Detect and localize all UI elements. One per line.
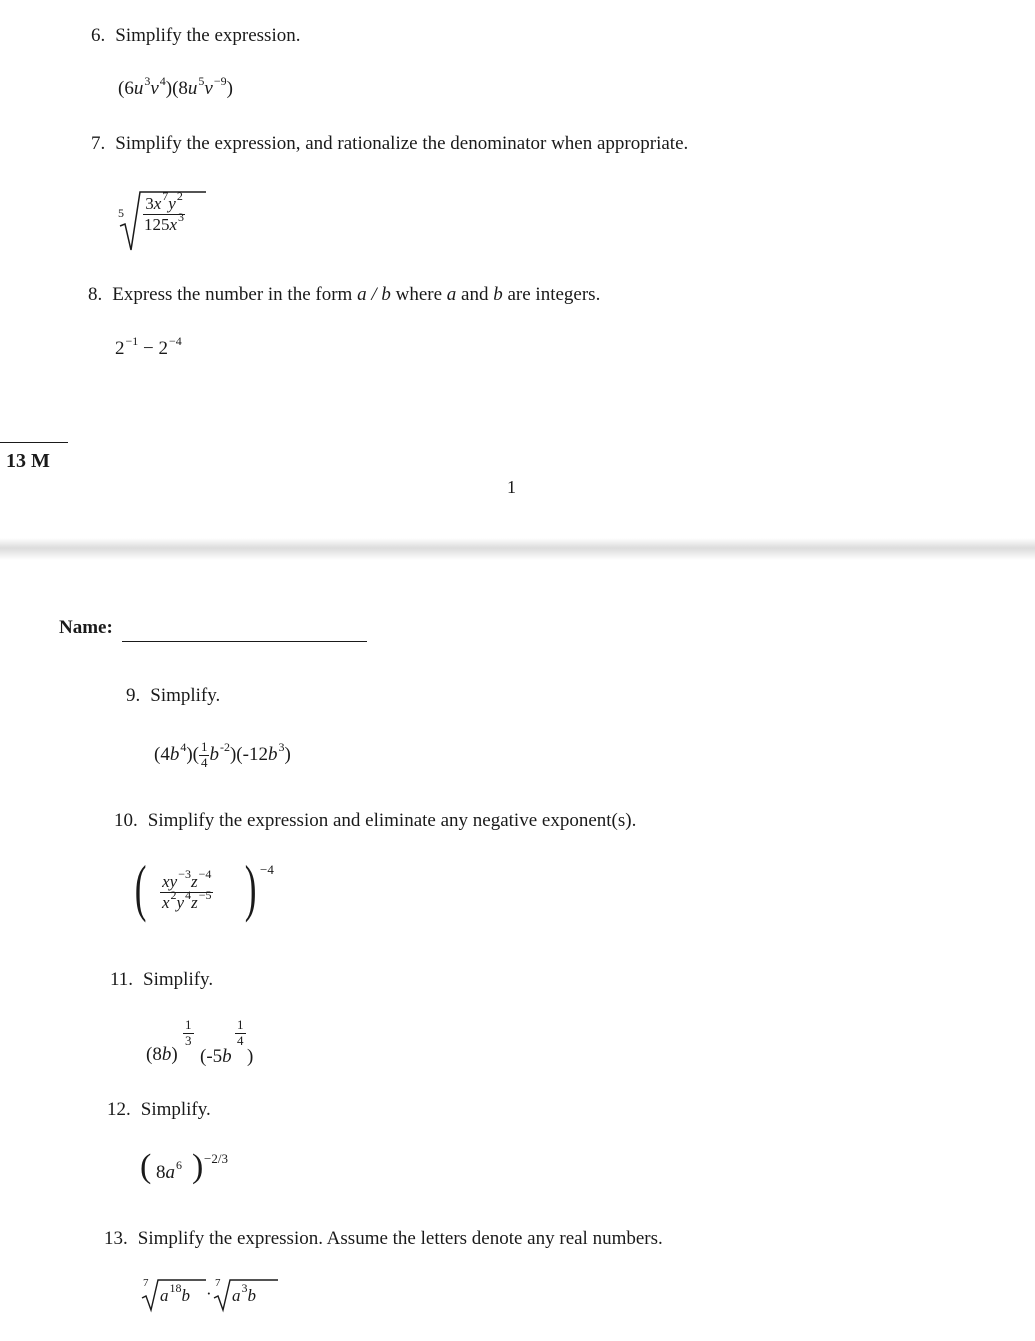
- outer-exponent: −2/3: [204, 1151, 228, 1166]
- radical-index: 5: [118, 206, 124, 220]
- page-number: 1: [507, 477, 516, 497]
- question-prompt: Simplify the expression. Assume the letters denote any real numbers.: [137, 1228, 663, 1249]
- question-prompt: Simplify the expression, and rationalize the denominator when appropriate.: [115, 133, 689, 154]
- question-prompt: Simplify.: [140, 1099, 211, 1120]
- margin-rule: [0, 442, 68, 443]
- question-prompt: Simplify.: [150, 685, 221, 706]
- q13-expression: 7 $a^{18}b$ · 7 $a^3b$: [140, 1276, 290, 1316]
- q6-expression: $(6u^3v^4)(8u^5v^{-9})$: [118, 74, 233, 99]
- question-number: 6.: [91, 25, 106, 46]
- question-number: 13.: [104, 1228, 128, 1249]
- question-10: [114, 810, 636, 832]
- side-label: 13 M: [6, 450, 50, 472]
- question-number: 12.: [107, 1099, 131, 1120]
- question-prompt: Simplify the expression and eliminate any negative exponent(s).: [147, 810, 637, 831]
- question-prompt: Simplify.: [143, 969, 214, 990]
- question-13: [104, 1228, 663, 1250]
- question-prompt: Simplify the expression.: [115, 25, 301, 46]
- question-6: [91, 25, 300, 47]
- question-9: [126, 685, 220, 707]
- question-number: 9.: [126, 685, 141, 706]
- q9-expression: $(4b^4)$( $\frac{1}{4}$ $b^{-2})(-12b^3)$: [154, 739, 291, 770]
- outer-exponent: −4: [260, 862, 274, 877]
- question-12: [107, 1099, 211, 1121]
- q7-expression: [118, 188, 218, 254]
- q11-expression: (8b) $\frac{1}{3}$ (-5b $\frac{1}{4}$ ): [146, 1017, 254, 1067]
- question-number: 8.: [88, 284, 103, 305]
- question-number: 7.: [91, 133, 106, 154]
- question-7: [91, 133, 688, 155]
- page-separator: [0, 538, 1035, 560]
- q12-expression: ( $8a^6$ ) −2/3: [140, 1148, 228, 1185]
- name-field-line: [122, 641, 367, 642]
- name-label: Name:: [59, 617, 113, 638]
- q7-fraction: $\frac{3x^7y^2}{125x^3}$: [144, 189, 185, 234]
- question-11: [110, 969, 213, 991]
- q10-fraction: $\frac{xy^{-3}z^{-4}}{x^2y^4z^{-5}}$: [162, 867, 212, 912]
- q8-expression: $2^{-1} - 2^{-4}$: [115, 334, 182, 359]
- question-number: 10.: [114, 810, 138, 831]
- question-8: 8. Express the number in the form a / b where a and b are integers.: [88, 284, 601, 305]
- question-number: 11.: [110, 969, 134, 990]
